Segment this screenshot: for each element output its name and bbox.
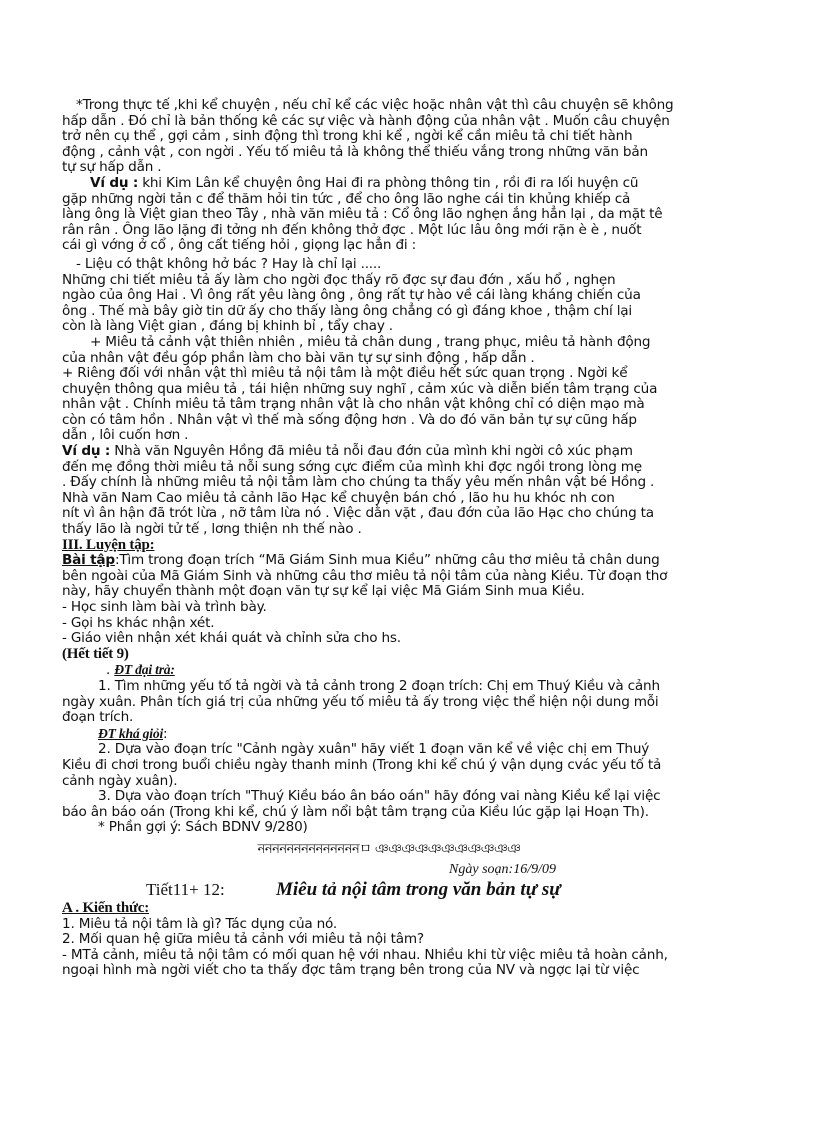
date-line: Ngày soạn:16/9/09 (449, 861, 556, 877)
text-line: ngày xuân. Phân tích giá trị của những yếu tố miêu tả ấy trong việc thể hiện nội dung mỗi (62, 693, 659, 710)
hint-line: * Phần gợi ý: Sách BDNV 9/280) (98, 819, 308, 836)
bullet-nature (62, 335, 716, 366)
text-line: hấp dẫn . Đó chỉ là bản thống kê các sự việc và hành động của nhân vật . Muốn câu chuyện (62, 112, 670, 129)
text-line: ngào của ông Hai . Vì ông rất yêu làng ông , ông rất tự hào về cái làng kháng chiến của (62, 287, 641, 304)
list-item: 2. Mối quan hệ giữa miêu tả cảnh với miêu tả nội tâm? (62, 931, 424, 948)
task-3 (62, 789, 716, 820)
example-nguyen-hong (62, 444, 716, 491)
text-line: Kiều đi chơi trong buổi chiều ngày thanh minh (Trong khi kể chú ý vận dụng cvác yếu tố tả (62, 756, 662, 773)
example-label: Ví dụ : (62, 443, 111, 460)
knowledge-questions (62, 917, 716, 979)
document-page (62, 98, 716, 979)
dt-dai-tra-heading (62, 662, 716, 679)
text-line: + Miêu tả cảnh vật thiên nhiên , miêu tả chân dung , trang phục, miêu tả hành động (90, 333, 651, 350)
text-line: 3. Dựa vào đoạn trích "Thuý Kiều báo ân báo oán" hãy đóng vai nàng Kiều kể lại việc (98, 788, 661, 805)
list-item: - Gọi hs khác nhận xét. (62, 614, 215, 631)
quote-line: - Liệu có thật không hở bác ? Hay là chỉ lại ..... (76, 255, 382, 272)
text-line: *Trong thực tế ,khi kể chuyện , nếu chỉ kể các việc hoặc nhân vật thì câu chuyện sẽ không (76, 97, 674, 113)
lesson-heading (62, 879, 716, 901)
text-line: này, hãy chuyển thành một đoạn văn tự sự kể lại việc Mã Giám Sinh mua Kiều. (62, 583, 585, 600)
task-2 (62, 742, 716, 789)
prefix: . (106, 662, 115, 679)
text-line: nít vì ân hận đã trót lừa , nỡ tâm lừa nó . Việc dằn vặt , đau đớn của lão Hạc cho chúng ta (62, 505, 654, 522)
list-item: - Giáo viên nhận xét khái quát và chỉnh sửa cho hs. (62, 630, 401, 647)
example-kim-lan (62, 176, 716, 254)
text-line: thấy lão là ngời tử tế , lơng thiện nh thế nào . (62, 521, 362, 538)
lesson-title: Miêu tả nội tâm trong văn bản tự sự (276, 878, 561, 900)
paragraph-nam-cao (62, 491, 716, 538)
text-line: trở nên cụ thể , gợi cảm , sinh động thì trong khi kể , ngời kể cần miêu tả chi tiết hành (62, 128, 633, 145)
text-line: cái gì vớng ở cổ , ông cất tiếng hỏi , giọng lạc hẳn đi : (62, 237, 416, 254)
text-line: 2. Dựa vào đoạn tríc "Cảnh ngày xuân" hãy viết 1 đoạn văn kể về việc chị em Thuý (98, 741, 650, 758)
text-line: tự sự hấp dẫn . (62, 159, 162, 176)
text-line: còn là làng Việt gian , đáng bị khinh bỉ , tẩy chay . (62, 318, 393, 335)
text-line: - MTả cảnh, miêu tả nội tâm có mối quan hệ với nhau. Nhiều khi từ việc miêu tả hoàn cảnh, (62, 946, 668, 963)
text-line: Nhà văn Nam Cao miêu tả cảnh lão Hạc kể chuyện bán chó , lão hu hu khóc nh con (62, 489, 615, 506)
text-line: 1. Tìm những yếu tố tả ngời và tả cảnh trong 2 đoạn trích: Chị em Thuý Kiều và cảnh (98, 677, 660, 694)
exercise (62, 553, 716, 600)
list-item: 1. Miêu tả nội tâm là gì? Tác dụng của nó. (62, 915, 338, 932)
section-heading-luyen-tap: III. Luyện tập: (62, 536, 155, 553)
text-line: + Riêng đối với nhân vật thì miêu tả nội tâm là một điều hết sức quan trọng . Ngời kể (62, 365, 628, 382)
text-line: Nhà văn Nguyên Hồng đã miêu tả nỗi đau đớn của mình khi ngời cô xúc phạm (110, 443, 633, 460)
text-line: của nhân vật đều góp phần làm cho bài văn tự sự sinh động , hấp dẫn . (62, 349, 535, 366)
paragraph-description-role (62, 98, 716, 114)
ornament-divider: ননননননননননননননㅁ ঞঞঞঞঞঞঞঞঞঞঞ (257, 841, 521, 857)
exercise-label: Bài tập (62, 552, 115, 569)
text-line: gặp những ngời tản c để thăm hỏi tin tức , để cho ông lão nghe cái tin khủng khiếp cả (62, 190, 631, 207)
text-line: làng ông là Việt gian theo Tây , nhà văn miêu tả : Cổ ông lão nghẹn ắng hẳn lại , da mặt tê (62, 206, 663, 223)
text-line: báo ân báo oán (Trong khi kể, chú ý làm nổi bật tâm trạng của Kiều lúc gặp lại Hoạn Th). (62, 803, 649, 820)
dt-kha-gioi-label: ĐT khá giỏi (98, 725, 164, 741)
paragraph-analysis (62, 273, 716, 335)
example-label: Ví dụ : (90, 174, 139, 191)
suffix: : (163, 725, 168, 742)
end-marker: (Hết tiết 9) (62, 645, 129, 662)
text-line: :Tìm trong đoạn trích “Mã Giám Sinh mua Kiều” những câu thơ miêu tả chân dung (114, 552, 660, 569)
list-item: - Học sinh làm bài và trình bày. (62, 599, 267, 615)
task-1 (62, 679, 716, 726)
text-line: dẫn , lôi cuốn hơn . (62, 427, 189, 444)
text-line: ông . Thế mà bây giờ tin dữ ấy cho thấy làng ông chẳng có gì đáng khoe , thậm chí lại (62, 302, 633, 319)
text-line: đoạn trích. (62, 709, 134, 726)
text-line: rân rân . Ông lão lặng đi tởng nh đến không thở đợc . Một lúc lâu ông mới rặn è è , nuốt (62, 221, 642, 238)
lesson-number: Tiết11+ 12: (146, 879, 225, 899)
text-line: còn có tâm hồn . Nhân vật vì thế mà sống động hơn . Và do đó văn bản tự sự cũng hấp (62, 411, 637, 428)
bullet-inner-state (62, 366, 716, 444)
section-heading-kien-thuc: A . Kiến thức: (62, 899, 150, 916)
dt-dai-tra-label: ĐT đại trà: (114, 662, 175, 678)
dt-kha-gioi-heading (62, 726, 716, 743)
text-line: nhân vật . Chính miêu tả tâm trạng nhân vật là cho nhân vật không chỉ có diện mạo mà (62, 396, 645, 413)
text-line: ngoại hình mà ngời viết cho ta thấy đợc tâm trạng bên trong của NV và ngợc lại từ việc (62, 962, 640, 979)
text-line: động , cảnh vật , con ngời . Yếu tố miêu tả là không thể thiếu vắng trong những văn bản (62, 143, 648, 160)
text-line: đến mẹ đồng thời miêu tả nỗi sung sớng cực điểm của mình khi đợc ngồi trong lòng mẹ (62, 458, 642, 475)
paragraph-description-role-cont (62, 114, 716, 176)
text-line: Những chi tiết miêu tả ấy làm cho ngời đọc thấy rõ đợc sự đau đớn , xấu hổ , nghẹn (62, 271, 616, 288)
text-line: cảnh ngày xuân). (62, 772, 178, 789)
text-line: khi Kim Lân kể chuyện ông Hai đi ra phòng thông tin , rồi đi ra lối huyện cũ (138, 174, 639, 191)
activity-list (62, 600, 716, 647)
text-line: chuyện thông qua miêu tả , tái hiện những suy nghĩ , cảm xúc và diễn biến tâm trạng của (62, 380, 658, 397)
text-line: . Đấy chính là những miêu tả nội tâm làm cho chúng ta thấy yêu mến nhân vật bé Hồng . (62, 474, 655, 491)
text-line: bên ngoài của Mã Giám Sinh và những câu thơ miêu tả nội tâm của nàng Kiều. Từ đoạn thơ (62, 567, 668, 584)
